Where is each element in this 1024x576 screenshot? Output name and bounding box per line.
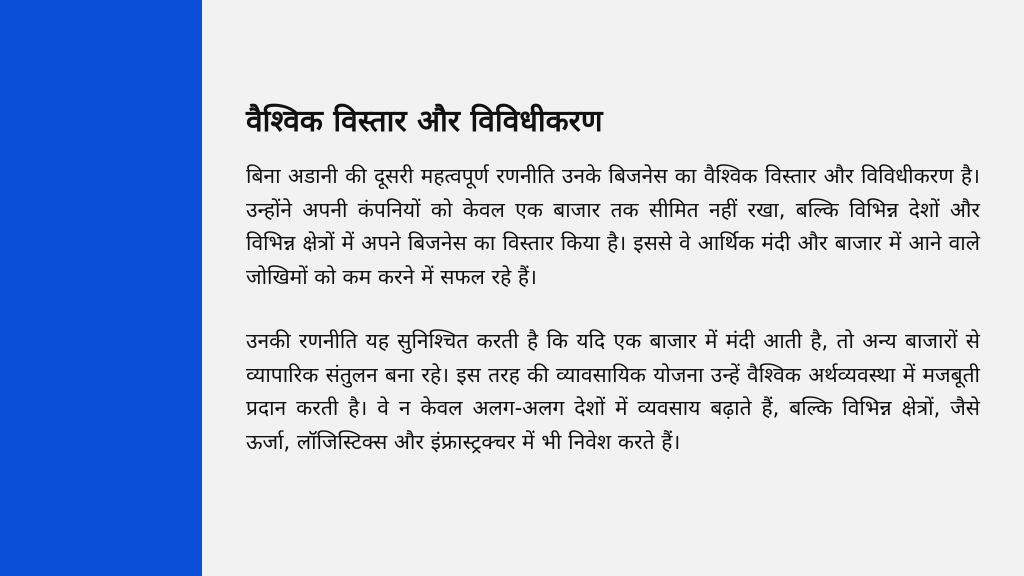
accent-sidebar [0, 0, 202, 576]
body-paragraph-2: उनकी रणनीति यह सुनिश्चित करती है कि यदि एक बाजार में मंदी आती है, तो अन्य बाजारों से व्यापारिक संतुलन बना रहे। इस तरह की व्यावसायिक योजना उन्हें वैश्विक अर्थव्यवस्था में मजबूती प्रदान करती है। वे न केवल अलग-अलग देशों में व्यवसाय बढ़ाते हैं, बल्कि विभिन्न क्षेत्रों, जैसे ऊर्जा, लॉजिस्टिक्स और इंफ्रास्ट्रक्चर में भी निवेश करते हैं। [246, 329, 980, 454]
body-paragraph-1: बिना अडानी की दूसरी महत्वपूर्ण रणनीति उनके बिजनेस का वैश्विक विस्तार और विविधीकरण है। उन्होंने अपनी कंपनियों को केवल एक बाजार तक सीमित नहीं रखा, बल्कि विभिन्न देशों और विभिन्न क्षेत्रों में अपने बिजनेस का विस्तार किया है। इससे वे आर्थिक मंदी और बाजार में आने वाले जोखिमों को कम करने में सफल रहे हैं। [246, 164, 980, 289]
slide-content [246, 96, 980, 459]
slide-title: वैश्विक विस्तार और विविधीकरण [246, 104, 603, 139]
